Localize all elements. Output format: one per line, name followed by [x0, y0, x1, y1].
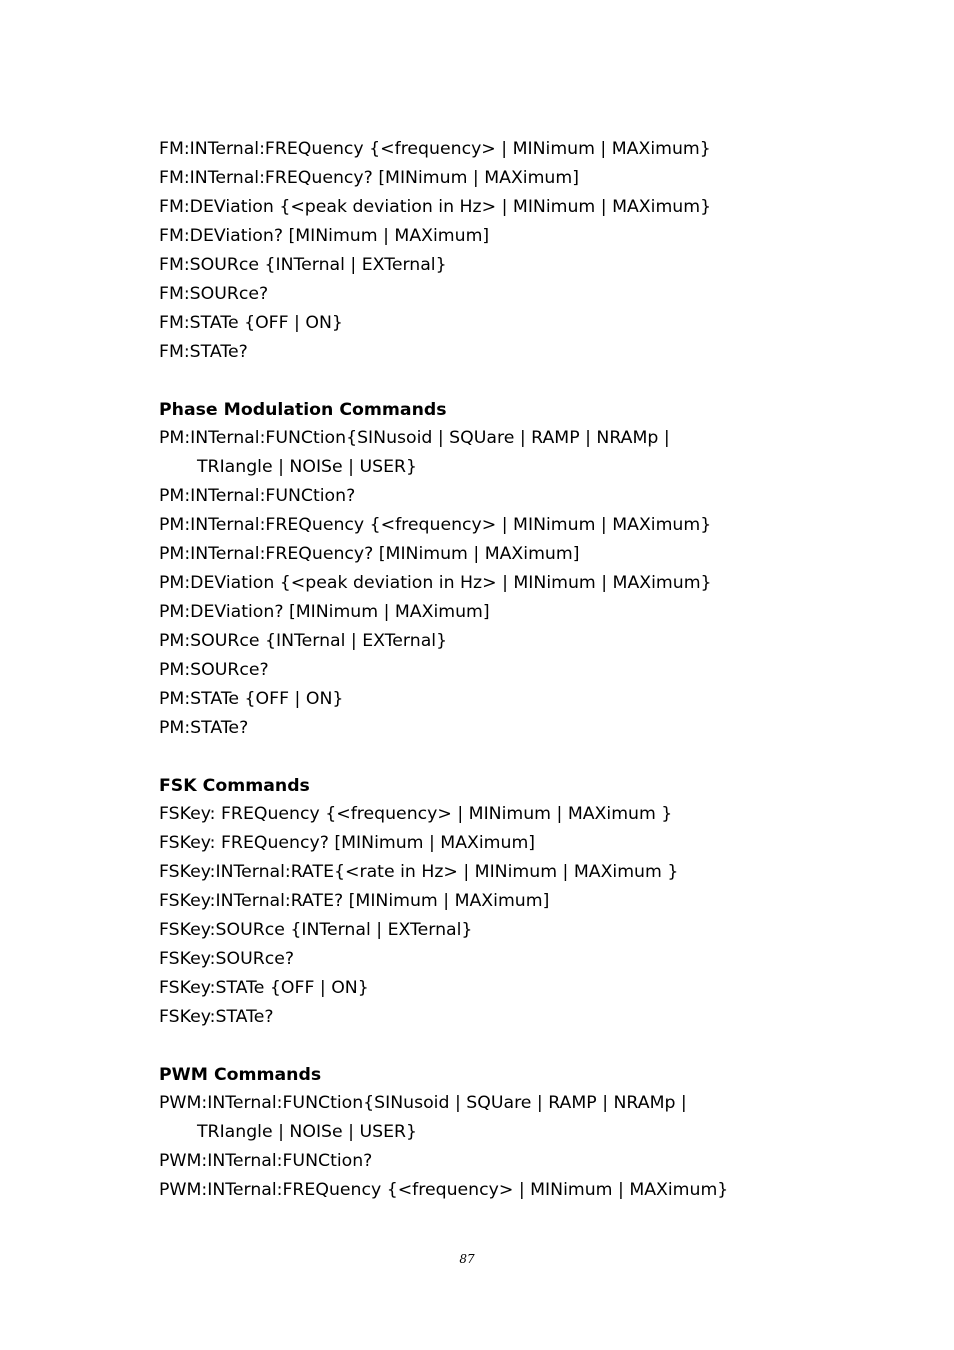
command-line: PM:DEViation? [MINimum | MAXimum]: [159, 602, 490, 622]
command-line: PM:INTernal:FUNCtion{SINusoid | SQUare | RAMP | NRAMp |: [159, 428, 670, 448]
command-line: FM:SOURce {INTernal | EXTernal}: [159, 255, 447, 275]
fm-commands-section: [159, 135, 879, 367]
pm-commands-section: [159, 396, 879, 743]
section-heading: FSK Commands: [159, 776, 310, 796]
command-line: PWM:INTernal:FUNCtion{SINusoid | SQUare | RAMP | NRAMp |: [159, 1093, 687, 1113]
section-heading: PWM Commands: [159, 1065, 322, 1085]
command-line: PM:STATe?: [159, 718, 249, 738]
command-line: PM:DEViation {<peak deviation in Hz> | MINimum | MAXimum}: [159, 573, 712, 593]
command-line: PM:INTernal:FUNCtion?: [159, 486, 356, 506]
command-line: FM:DEViation? [MINimum | MAXimum]: [159, 226, 490, 246]
command-line: PWM:INTernal:FUNCtion?: [159, 1151, 373, 1171]
command-line-continuation: TRIangle | NOISe | USER}: [197, 457, 417, 477]
command-line: PM:SOURce?: [159, 660, 269, 680]
command-line: FSKey:STATe {OFF | ON}: [159, 978, 369, 998]
command-line: PM:SOURce {INTernal | EXTernal}: [159, 631, 448, 651]
command-line: FM:STATe?: [159, 342, 248, 362]
command-line: FM:INTernal:FREQuency {<frequency> | MINimum | MAXimum}: [159, 139, 711, 159]
command-line: PM:INTernal:FREQuency? [MINimum | MAXimum]: [159, 544, 580, 564]
pwm-commands-section: [159, 1061, 879, 1205]
page-number: 87: [459, 1252, 475, 1266]
command-line: FM:INTernal:FREQuency? [MINimum | MAXimum]: [159, 168, 579, 188]
command-line: FSKey:SOURce {INTernal | EXTernal}: [159, 920, 473, 940]
command-line: FM:STATe {OFF | ON}: [159, 313, 343, 333]
command-line: PWM:INTernal:FREQuency {<frequency> | MINimum | MAXimum}: [159, 1180, 729, 1200]
command-line: FM:DEViation {<peak deviation in Hz> | MINimum | MAXimum}: [159, 197, 712, 217]
command-line: FSKey: FREQuency {<frequency> | MINimum | MAXimum }: [159, 804, 673, 824]
command-line: FSKey:INTernal:RATE{<rate in Hz> | MINimum | MAXimum }: [159, 862, 679, 882]
command-line-continuation: TRIangle | NOISe | USER}: [197, 1122, 417, 1142]
command-line: FSKey: FREQuency? [MINimum | MAXimum]: [159, 833, 536, 853]
section-heading: Phase Modulation Commands: [159, 400, 447, 420]
fsk-commands-section: [159, 772, 879, 1032]
command-line: FM:SOURce?: [159, 284, 269, 304]
command-line: FSKey:SOURce?: [159, 949, 295, 969]
command-list: [159, 135, 879, 1205]
command-line: PM:INTernal:FREQuency {<frequency> | MINimum | MAXimum}: [159, 515, 712, 535]
command-line: PM:STATe {OFF | ON}: [159, 689, 344, 709]
command-line: FSKey:STATe?: [159, 1007, 274, 1027]
command-line: FSKey:INTernal:RATE? [MINimum | MAXimum]: [159, 891, 550, 911]
